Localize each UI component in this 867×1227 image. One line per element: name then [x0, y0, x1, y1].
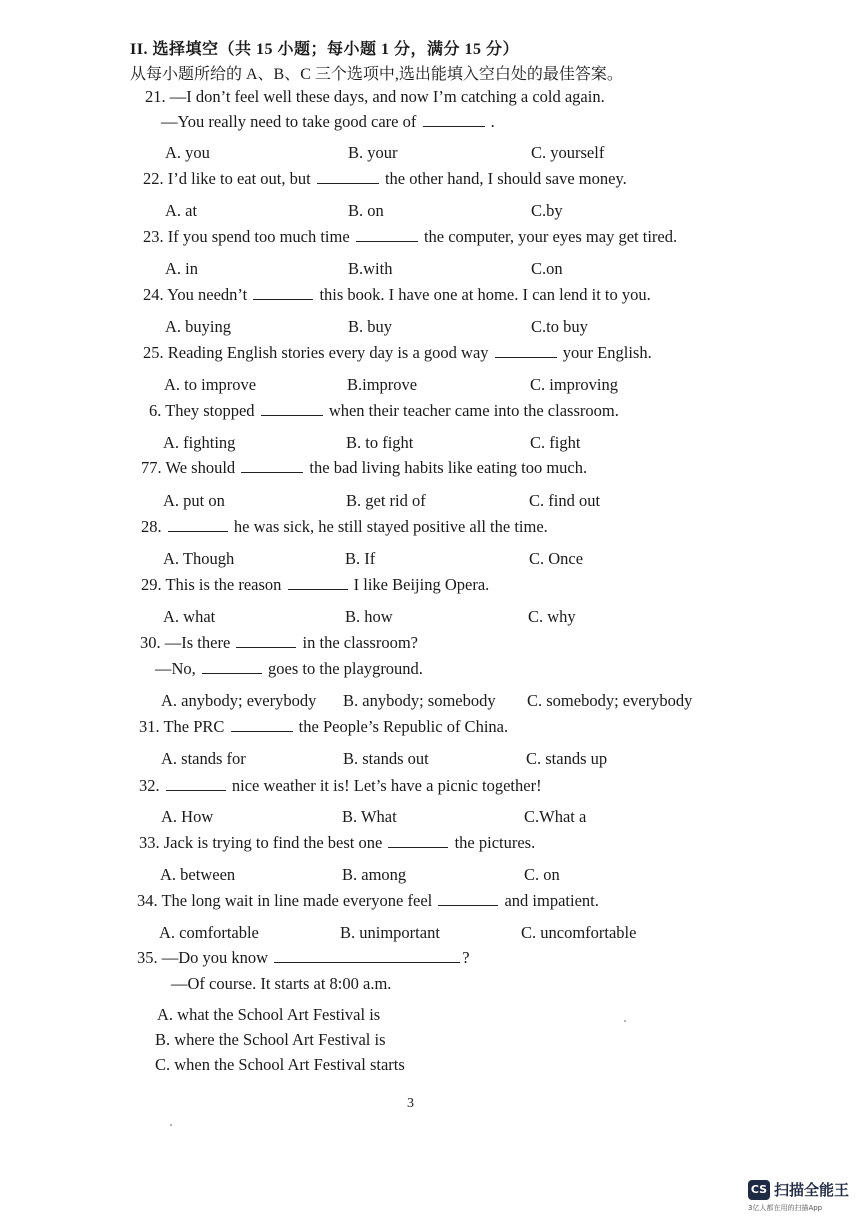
answer-blank — [168, 517, 228, 532]
question-text: your English. — [562, 343, 652, 362]
option-a: A. comfortable — [159, 923, 259, 942]
question-text: They stopped — [165, 401, 255, 420]
question-text: he was sick, he still stayed positive all the time. — [233, 517, 548, 536]
section-title: II. 选择填空（共 15 小题；每小题 1 分，满分 15 分） — [130, 41, 519, 58]
option-b: B. buy — [348, 317, 393, 336]
question-text: when their teacher came into the classroom. — [328, 401, 619, 420]
question-text: —Is there — [164, 633, 231, 652]
question-number: 29. — [141, 575, 162, 594]
question-text: This is the reason — [165, 575, 282, 594]
option-c: C.by — [531, 201, 563, 220]
answer-blank — [202, 659, 262, 674]
option-c: C. why — [528, 607, 576, 626]
question-text: . — [490, 112, 495, 131]
question-27 — [141, 458, 587, 478]
question-21-line1 — [145, 87, 605, 107]
question-text: Jack is trying to find the best one — [163, 833, 383, 852]
question-number: 23. — [143, 227, 164, 246]
question-text: —No, — [155, 659, 196, 678]
option-c: C. when the School Art Festival starts — [155, 1055, 405, 1074]
question-text: I’d like to eat out, but — [167, 169, 311, 188]
question-number: 33. — [139, 833, 160, 852]
option-b: B. anybody; somebody — [343, 691, 496, 710]
scanner-watermark — [748, 1178, 860, 1218]
option-a: A. you — [165, 143, 210, 162]
question-text: this book. I have one at home. I can lend it to you. — [319, 285, 651, 304]
question-32 — [139, 776, 542, 796]
answer-blank — [253, 285, 313, 300]
option-b: B. among — [342, 865, 407, 884]
option-b: B. where the School Art Festival is — [155, 1030, 386, 1049]
question-text: We should — [165, 458, 236, 477]
option-c: C. Once — [529, 549, 584, 568]
question-30-line1 — [140, 633, 418, 653]
option-c: C.on — [531, 259, 563, 278]
option-b: B. If — [345, 549, 376, 568]
question-22 — [143, 169, 627, 189]
question-text: in the classroom? — [302, 633, 418, 652]
option-a: A. in — [165, 259, 198, 278]
scan-speck — [624, 1020, 626, 1022]
answer-blank — [423, 112, 485, 127]
section-instruction: 从每小题所给的 A、B、C 三个选项中,选出能填入空白处的最佳答案。 — [130, 66, 623, 83]
question-text: nice weather it is! Let’s have a picnic together! — [231, 776, 542, 795]
scan-speck — [170, 1124, 172, 1126]
option-c: C. stands up — [526, 749, 608, 768]
option-b: B.improve — [347, 375, 418, 394]
answer-blank — [261, 401, 323, 416]
option-b: B. What — [342, 807, 397, 826]
answer-blank — [288, 575, 348, 590]
option-a: A. Though — [163, 549, 235, 568]
question-text: The long wait in line made everyone feel — [161, 891, 433, 910]
option-c: C. fight — [530, 433, 581, 452]
scanner-tagline: 3亿人都在用的扫描App — [748, 1204, 823, 1212]
question-text: You needn’t — [167, 285, 248, 304]
question-number: 32. — [139, 776, 160, 795]
question-number: 6. — [149, 401, 162, 420]
question-35-line2: —Of course. It starts at 8:00 a.m. — [171, 974, 392, 993]
question-number: 28. — [141, 517, 162, 536]
question-35-line1 — [137, 948, 470, 968]
question-text: ? — [462, 948, 470, 967]
question-29 — [141, 575, 489, 595]
question-23 — [143, 227, 677, 247]
option-b: B. your — [348, 143, 398, 162]
option-a: A. at — [165, 201, 198, 220]
question-24 — [143, 285, 651, 305]
option-c: C. on — [524, 865, 560, 884]
option-c: C.What a — [524, 807, 587, 826]
option-a: A. fighting — [163, 433, 236, 452]
option-a: A. put on — [163, 491, 225, 510]
question-text: the other hand, I should save money. — [384, 169, 627, 188]
question-34 — [137, 891, 599, 911]
question-31 — [139, 717, 508, 737]
answer-blank — [317, 169, 379, 184]
option-c: C. uncomfortable — [521, 923, 637, 942]
question-text: the computer, your eyes may get tired. — [423, 227, 678, 246]
option-b: B. unimportant — [340, 923, 440, 942]
option-c: C. somebody; everybody — [527, 691, 693, 710]
option-b: B. how — [345, 607, 393, 626]
page-number: 3 — [407, 1096, 414, 1111]
question-text: Reading English stories every day is a good way — [167, 343, 489, 362]
answer-blank — [438, 891, 498, 906]
option-a: A. How — [161, 807, 214, 826]
question-text: —Do you know — [161, 948, 269, 967]
question-number: 21. — [145, 87, 166, 106]
option-b: B. on — [348, 201, 384, 220]
question-25 — [143, 343, 652, 363]
answer-blank — [241, 458, 303, 473]
option-b: B. to fight — [346, 433, 414, 452]
question-21-line2 — [161, 112, 495, 132]
question-text: the bad living habits like eating too much. — [309, 458, 588, 477]
answer-blank — [166, 776, 226, 791]
question-26 — [149, 401, 619, 421]
option-c: C. yourself — [531, 143, 605, 162]
option-a: A. buying — [165, 317, 231, 336]
answer-blank — [231, 717, 293, 732]
question-number: 22. — [143, 169, 164, 188]
question-30-line2 — [155, 659, 423, 679]
question-number: 34. — [137, 891, 158, 910]
answer-blank — [274, 948, 460, 963]
answer-blank — [236, 633, 296, 648]
question-number: 25. — [143, 343, 164, 362]
question-text: and impatient. — [504, 891, 599, 910]
question-text: I like Beijing Opera. — [353, 575, 490, 594]
question-33 — [139, 833, 535, 853]
question-28 — [141, 517, 548, 537]
answer-blank — [388, 833, 448, 848]
option-a: A. stands for — [161, 749, 246, 768]
option-a: A. what the School Art Festival is — [157, 1005, 381, 1024]
option-c: C. improving — [530, 375, 619, 394]
option-a: A. to improve — [164, 375, 257, 394]
scanner-app-name: 扫描全能王 — [774, 1181, 850, 1199]
option-c: C.to buy — [531, 317, 588, 336]
option-b: B. stands out — [343, 749, 429, 768]
question-text: The PRC — [163, 717, 225, 736]
option-b: B. get rid of — [346, 491, 426, 510]
question-number: 35. — [137, 948, 158, 967]
question-text: —I don’t feel well these days, and now I’m catching a cold again. — [169, 87, 605, 106]
option-a: A. what — [163, 607, 216, 626]
answer-blank — [356, 227, 418, 242]
question-number: 24. — [143, 285, 164, 304]
option-b: B.with — [348, 259, 393, 278]
question-text: the pictures. — [454, 833, 536, 852]
option-a: A. between — [160, 865, 236, 884]
question-text: goes to the playground. — [268, 659, 423, 678]
scanner-logo-icon: CS — [748, 1180, 770, 1200]
question-text: the People’s Republic of China. — [298, 717, 509, 736]
option-c: C. find out — [529, 491, 601, 510]
question-number: 77. — [141, 458, 162, 477]
question-text: If you spend too much time — [167, 227, 350, 246]
question-number: 30. — [140, 633, 161, 652]
option-a: A. anybody; everybody — [161, 691, 317, 710]
question-text: —You really need to take good care of — [161, 112, 417, 131]
answer-blank — [495, 343, 557, 358]
question-number: 31. — [139, 717, 160, 736]
